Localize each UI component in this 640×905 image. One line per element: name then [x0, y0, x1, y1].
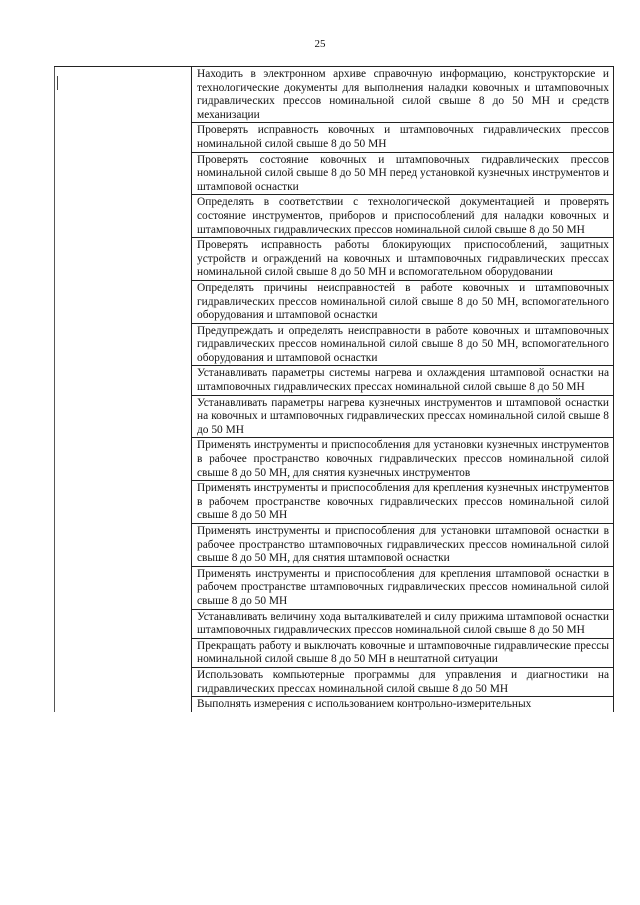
skill-cell: Выполнять измерения с использованием контрольно-измерительных — [192, 697, 614, 712]
table-row — [55, 67, 614, 123]
page-number: 25 — [314, 38, 326, 50]
skill-cell: Применять инструменты и приспособления для крепления кузнечных инструментов в рабочем пространстве ковочных гидравлических прессов номинальной силой свыше 8 до 50 МН — [192, 481, 614, 524]
skill-cell: Устанавливать параметры системы нагрева и охлаждения штамповой оснастки на штамповочных гидравлических прессах номинальной силой свыше 8 до 50 МН — [192, 366, 614, 395]
skill-cell: Применять инструменты и приспособления для установки кузнечных инструментов в рабочее пространство ковочных гидравлических прессов номинальной силой свыше 8 до 50 МН, для снятия кузнечных инструментов — [192, 438, 614, 481]
skill-cell: Применять инструменты и приспособления для установки штамповой оснастки в рабочее пространство штамповочных гидравлических прессов номинальной силой свыше 8 до 50 МН, для снятия штамповой оснастки — [192, 524, 614, 567]
skills-table — [54, 66, 614, 712]
skill-cell: Использовать компьютерные программы для управления и диагностики на гидравлических прессах номинальной силой свыше 8 до 50 МН — [192, 667, 614, 696]
skill-cell: Проверять исправность работы блокирующих приспособлений, защитных устройств и ограждений на ковочных и штамповочных гидравлических прессах номинальной силой свыше 8 до 50 МН и вспомогательном оборудовании — [192, 238, 614, 281]
skill-cell: Предупреждать и определять неисправности в работе ковочных и штамповочных гидравлических прессов номинальной силой свыше 8 до 50 МН, вспомогательного оборудования и штамповой оснастки — [192, 323, 614, 366]
skill-cell: Определять в соответствии с технологической документацией и проверять состояние инструментов, приборов и приспособлений для наладки ковочных и штамповочных гидравлических прессов номинальной силой свыше 8 до 50 МН — [192, 195, 614, 238]
skill-cell: Находить в электронном архиве справочную информацию, конструкторские и технологические документы для выполнения наладки ковочных и штамповочных гидравлических прессов номинальной силой свыше 8 до 50 МН и средств механизации — [192, 67, 614, 123]
skill-cell: Прекращать работу и выключать ковочные и штамповочные гидравлические прессы номинальной силой свыше 8 до 50 МН в нештатной ситуации — [192, 638, 614, 667]
skill-cell: Устанавливать параметры нагрева кузнечных инструментов и штамповой оснастки на ковочных и штамповочных гидравлических прессах номинальной силой свыше 8 до 50 МН — [192, 395, 614, 438]
label-column-cell — [55, 67, 192, 712]
skill-cell: Определять причины неисправностей в работе ковочных и штамповочных гидравлических прессов номинальной силой свыше 8 до 50 МН, вспомогательного оборудования и штамповой оснастки — [192, 280, 614, 323]
skill-cell: Проверять исправность ковочных и штамповочных гидравлических прессов номинальной силой свыше 8 до 50 МН — [192, 123, 614, 152]
skill-cell: Устанавливать величину хода выталкивателей и силу прижима штамповой оснастки штамповочных гидравлических прессов номинальной силой свыше 8 до 50 МН — [192, 609, 614, 638]
skill-cell: Применять инструменты и приспособления для крепления штамповой оснастки в рабочем пространстве штамповочных гидравлических прессов номинальной силой свыше 8 до 50 МН — [192, 566, 614, 609]
skill-cell: Проверять состояние ковочных и штамповочных гидравлических прессов номинальной силой свыше 8 до 50 МН перед установкой кузнечных инструментов и штамповой оснастки — [192, 152, 614, 195]
